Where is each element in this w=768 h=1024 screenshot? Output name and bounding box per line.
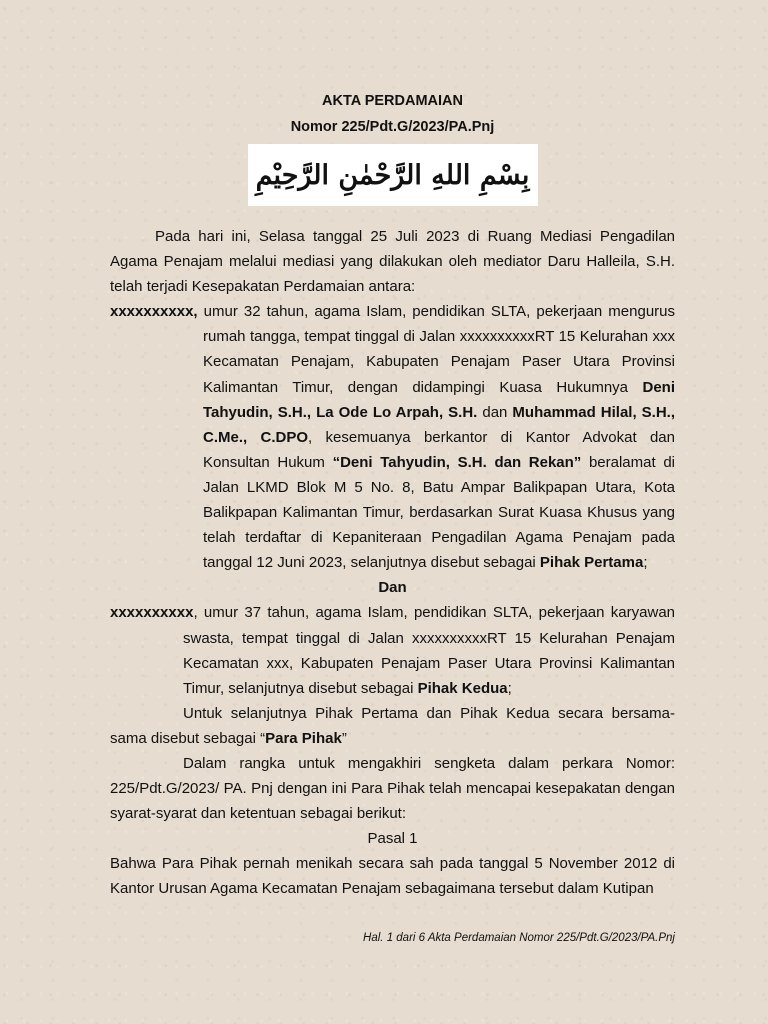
and-separator: Dan <box>378 579 407 597</box>
party-one-text-c: , kesemuanya berkantor di Kantor Advokat dan Konsultan Hukum <box>203 428 675 471</box>
page-footer: Hal. 1 dari 6 Akta Perdamaian Nomor 225/Pdt.G/2023/PA.Pnj <box>363 932 675 944</box>
case-number: Nomor 225/Pdt.G/2023/PA.Pnj <box>290 119 495 135</box>
pasal-1-heading: Pasal 1 <box>367 830 418 848</box>
party-two-role: Pihak Kedua <box>417 679 508 697</box>
party-one-name: xxxxxxxxxx, <box>110 303 198 321</box>
party-one-text-a: umur 32 tahun, agama Islam, pendidikan SLTA, pekerjaan mengurus rumah tangga, tempat tinggal di Jalan xxxxxxxxxxRT 15 Kelurahan xxx Kecamatan Penajam, Kabupaten Penajam Paser Utara Provinsi Kalimantan Timur, dengan didampingi Kuasa Hukumnya <box>197 303 675 396</box>
party-one-text-b: dan <box>477 403 513 421</box>
law-firm-name: “Deni Tahyudin, S.H. dan Rekan” <box>332 453 582 471</box>
para-pihak-paragraph <box>110 701 675 751</box>
party-two-text-a: , umur 37 tahun, agama Islam, pendidikan SLTA, pekerjaan karyawan swasta, tempat tinggal di Jalan xxxxxxxxxxRT 15 Kelurahan Penajam Kecamatan xxx, Kabupaten Penajam Paser Utara Provinsi Kalimantan Timur, selanjutnya disebut sebagai <box>183 604 675 697</box>
party-two-end: ; <box>507 679 512 697</box>
basmala-calligraphy-image <box>248 144 538 206</box>
party-two-paragraph <box>110 600 675 700</box>
party-one-end: ; <box>643 554 648 572</box>
party-one-lawyer-3: Muhammad Hilal, S.H., C.Me., C.DPO <box>203 403 675 446</box>
document-title: AKTA PERDAMAIAN <box>322 93 463 109</box>
basmala-text: بِسْمِ اللهِ الرَّحْمٰنِ الرَّحِيْمِ <box>255 159 530 191</box>
intro-paragraph: Pada hari ini, Selasa tanggal 25 Juli 2023 di Ruang Mediasi Pengadilan Agama Penajam melalui mediasi yang dilakukan oleh mediator Daru Halleila, S.H. telah terjadi Kesepakatan Perdamaian antara: <box>110 228 675 296</box>
party-one-paragraph <box>110 299 675 575</box>
agreement-paragraph: Dalam rangka untuk mengakhiri sengketa dalam perkara Nomor: 225/Pdt.G/2023/ PA. Pnj dengan ini Para Pihak telah mencapai kesepakatan dengan syarat-syarat dan ketentuan sebagai berikut: <box>110 754 675 823</box>
party-two-name: xxxxxxxxxx <box>110 604 194 622</box>
document-body <box>110 88 675 902</box>
party-one-lawyers: Deni Tahyudin, S.H., La Ode Lo Arpah, S.H. <box>203 378 675 421</box>
para-pihak-end: ” <box>341 729 347 747</box>
party-one-role: Pihak Pertama <box>539 554 644 572</box>
party-one-text-d: beralamat di Jalan LKMD Blok M 5 No. 8, Batu Ampar Balikpapan Utara, Kota Balikpapan Kalimantan Timur, berdasarkan Surat Kuasa Khusus yang telah terdaftar di Kepaniteraan Pengadilan Agama Penajam pada tanggal 12 Juni 2023, selanjutnya disebut sebagai <box>203 453 675 572</box>
para-pihak-text: Untuk selanjutnya Pihak Pertama dan Pihak Kedua secara bersama-sama disebut sebagai “ <box>110 704 675 747</box>
para-pihak-term: Para Pihak <box>265 729 342 747</box>
pasal-1-text: Bahwa Para Pihak pernah menikah secara sah pada tanggal 5 November 2012 di Kantor Urusan Agama Kecamatan Penajam sebagaimana tersebut dalam Kutipan <box>110 855 675 898</box>
